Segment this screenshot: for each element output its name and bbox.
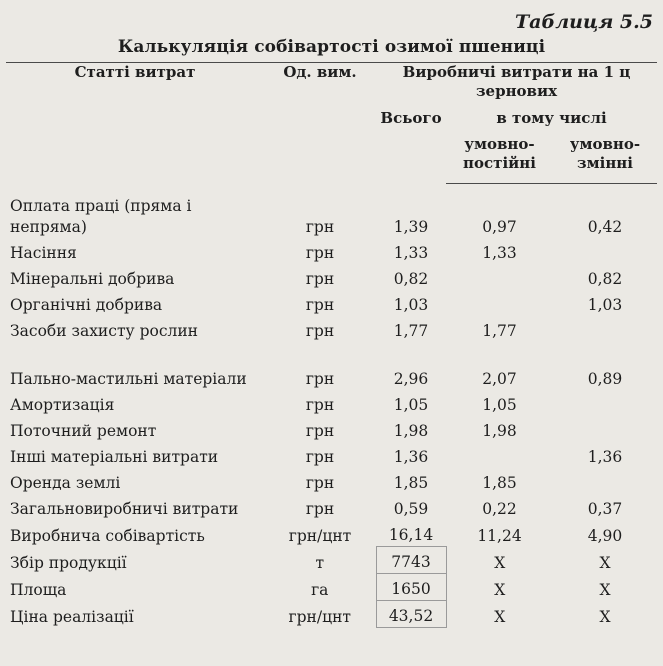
table-row bbox=[6, 290, 657, 316]
header-item: Статті витрат bbox=[6, 63, 264, 184]
cell-total: 7743 bbox=[376, 547, 446, 574]
table-row bbox=[6, 601, 657, 628]
cell-fixed: 1,85 bbox=[482, 474, 517, 492]
table-row bbox=[6, 390, 657, 416]
cell-variable bbox=[553, 416, 657, 442]
cell-variable bbox=[553, 316, 657, 342]
header-production-costs: Виробничі витрати на 1 ц зернових bbox=[376, 63, 657, 110]
header-including: в тому числі bbox=[496, 109, 607, 127]
cell-variable: X bbox=[599, 580, 611, 599]
cell-item: Ціна реалізації bbox=[10, 607, 134, 626]
cell-item: Загальновиробничі витрати bbox=[10, 500, 239, 518]
cell-unit: грн bbox=[305, 448, 335, 466]
cell-item: Засоби захисту рослин bbox=[10, 322, 199, 340]
cell-fixed: X bbox=[494, 580, 506, 599]
table-row bbox=[6, 574, 657, 601]
cell-item: Площа bbox=[10, 580, 67, 599]
cost-calculation-table bbox=[6, 62, 657, 628]
table-row bbox=[6, 238, 657, 264]
table-title: Калькуляція собівартості озимої пшениці bbox=[117, 37, 546, 57]
cell-unit: грн bbox=[305, 500, 335, 518]
cell-variable: 1,03 bbox=[587, 296, 623, 314]
cell-total: 2,96 bbox=[393, 370, 429, 388]
cell-fixed bbox=[446, 442, 553, 468]
cell-unit: грн bbox=[305, 218, 335, 236]
table-row bbox=[6, 264, 657, 290]
cell-variable: 1,36 bbox=[587, 448, 623, 466]
table-row bbox=[6, 442, 657, 468]
cell-variable bbox=[553, 468, 657, 494]
table-row bbox=[6, 520, 657, 547]
table-row bbox=[6, 468, 657, 494]
cell-variable: 0,37 bbox=[587, 500, 623, 518]
header-fixed: умовно-постійні bbox=[446, 135, 553, 184]
cell-item: Насіння bbox=[10, 244, 77, 262]
cell-item: Поточний ремонт bbox=[10, 422, 157, 440]
table-row bbox=[6, 184, 657, 239]
cell-fixed bbox=[446, 290, 553, 316]
cell-total: 1,85 bbox=[393, 474, 429, 492]
cell-variable: 0,82 bbox=[587, 270, 623, 288]
table-row bbox=[6, 494, 657, 520]
cell-fixed: 11,24 bbox=[477, 526, 522, 545]
cell-item: Оренда землі bbox=[10, 474, 121, 492]
cell-total: 43,52 bbox=[376, 601, 446, 628]
cell-unit: га bbox=[311, 580, 329, 599]
cell-item: Органічні добрива bbox=[10, 296, 163, 314]
table-body bbox=[6, 184, 657, 628]
cell-total: 1,36 bbox=[393, 448, 429, 466]
cell-fixed: 1,98 bbox=[482, 422, 517, 440]
cell-total: 1,05 bbox=[393, 396, 429, 414]
cell-unit: грн bbox=[305, 270, 335, 288]
cell-fixed: 2,07 bbox=[482, 370, 517, 388]
cell-unit: грн bbox=[305, 296, 335, 314]
cell-variable: X bbox=[599, 607, 611, 626]
cell-variable: X bbox=[599, 553, 611, 572]
cell-item: Мінеральні добрива bbox=[10, 270, 175, 288]
cell-unit: грн bbox=[305, 322, 335, 340]
cell-fixed: X bbox=[494, 553, 506, 572]
cell-variable: 4,90 bbox=[587, 526, 623, 545]
cell-item: Амортизація bbox=[10, 396, 115, 414]
cell-total: 1,03 bbox=[393, 296, 429, 314]
cell-fixed bbox=[446, 264, 553, 290]
table-row bbox=[6, 416, 657, 442]
cell-total: 16,14 bbox=[388, 526, 434, 544]
cell-variable: 0,42 bbox=[587, 218, 623, 236]
cell-fixed: 1,05 bbox=[482, 396, 517, 414]
header-unit: Од. вим. bbox=[264, 63, 376, 184]
cell-unit: грн bbox=[305, 422, 335, 440]
cell-total: 1,77 bbox=[393, 322, 429, 340]
cell-total: 0,59 bbox=[393, 500, 429, 518]
cell-unit: грн bbox=[305, 474, 335, 492]
cell-unit: грн bbox=[305, 244, 335, 262]
cell-item: Пально-мастильні матеріали bbox=[10, 370, 247, 388]
cell-variable bbox=[553, 390, 657, 416]
table-row bbox=[6, 316, 657, 342]
cell-fixed: X bbox=[494, 607, 506, 626]
cell-total: 1,98 bbox=[393, 422, 429, 440]
cell-unit: грн bbox=[305, 370, 335, 388]
cell-fixed: 1,33 bbox=[482, 244, 517, 262]
cell-total: 1,33 bbox=[393, 244, 429, 262]
cell-unit: грн/цнт bbox=[288, 526, 352, 545]
cell-variable: 0,89 bbox=[587, 370, 623, 388]
cell-unit: грн bbox=[305, 396, 335, 414]
table-number-label: Таблиця 5.5 bbox=[515, 11, 653, 33]
cell-unit: т bbox=[315, 553, 325, 572]
table-row bbox=[6, 342, 657, 390]
cell-fixed: 0,22 bbox=[482, 500, 517, 518]
cell-fixed: 0,97 bbox=[482, 218, 517, 236]
header-total: Всього bbox=[380, 109, 442, 127]
cell-item: Оплата праці (пряма і непряма) bbox=[10, 197, 192, 236]
cell-item: Збір продукції bbox=[10, 553, 127, 572]
cell-fixed: 1,77 bbox=[482, 322, 517, 340]
header-variable: умовно-змінні bbox=[553, 135, 657, 184]
cell-total: 1650 bbox=[376, 574, 446, 601]
cell-total: 0,82 bbox=[393, 270, 429, 288]
cell-unit: грн/цнт bbox=[288, 607, 351, 626]
table-row bbox=[6, 547, 657, 574]
cell-total: 1,39 bbox=[393, 218, 429, 236]
cell-variable bbox=[553, 238, 657, 264]
cell-item: Інші матеріальні витрати bbox=[10, 448, 219, 466]
cell-item: Виробнича собівартість bbox=[10, 526, 205, 545]
